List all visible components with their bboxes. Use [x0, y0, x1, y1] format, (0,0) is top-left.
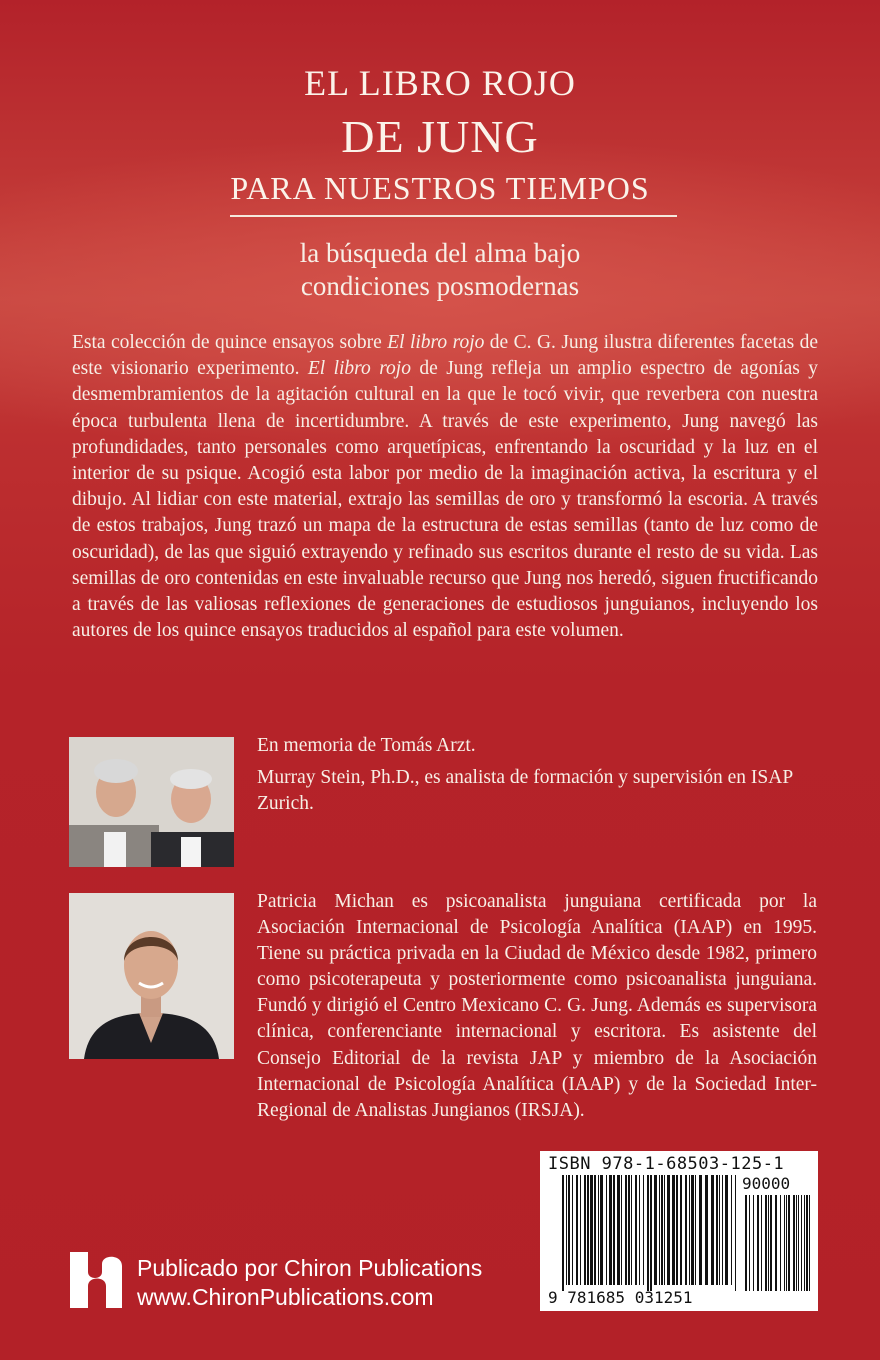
title-line-3: PARA NUESTROS TIEMPOS: [230, 170, 650, 206]
book-title-italic-2: El libro rojo: [307, 358, 411, 380]
description-text-3: de Jung refleja un amplio espectro de agonías y desmembramientos de la agitación cultural en la que le tocó vivir, que reverbera con nuestra época turbulenta llena de incertidumbre. A través de este experimento, Jung navegó las profundidades, tanto personales como arquetípicas, enfrentando la oscuridad y la luz en el interior de su psique. Acogió esta labor por medio de la imaginación activa, la escritura y el dibujo. Al lidiar con este material, extrajo las semillas de oro y transformó la escoria. A través de estos trabajos, Jung trazó un mapa de la estructura de estas semillas (tanto de luz como de oscuridad), de las que siguió extrayendo y refinado sus escritos durante el resto de su vida. Las semillas de oro contenidas en este invaluable recurso que Jung nos heredó, siguen fructificando a través de las valiosas reflexiones de generaciones de estudiosos junguianos, incluyendo los autores de los quince ensayos traducidos al español para este volumen.: [72, 358, 818, 642]
author-bio-michan: Patricia Michan es psicoanalista junguiana certificada por la Asociación Internacional de Psicología Analítica (IAAP) en 1995. Tiene su práctica privada en la Ciudad de México desde 1982, primero como psicoterapeuta y posteriormente como psicoanalista junguiana. Fundó y dirigió el Centro Mexicano C. G. Jung. Además es supervisora clínica, conferenciante internacional y escritora. Es asistente del Consejo Editorial de la revista JAP y miembro de la Asociación Internacional de Psicología Analítica (IAAP) y de la Sociedad Inter-Regional de Analistas Jungianos (IRSJA).: [257, 891, 817, 1121]
memorial-line: En memoria de Tomás Arzt.: [257, 735, 476, 756]
ean-digits: 9 781685 031251: [548, 1288, 693, 1307]
barcode-bars: [540, 1151, 818, 1311]
subtitle-line-1: la búsqueda del alma bajo: [299, 238, 581, 268]
author-photo-stein: [69, 737, 234, 867]
description-paragraph: [72, 330, 818, 644]
description-text-1: Esta colección de quince ensayos sobre: [72, 332, 388, 353]
publisher-info: [137, 1254, 482, 1312]
author-photo-michan: [69, 893, 234, 1059]
subtitle-line-2: condiciones posmodernas: [300, 271, 580, 301]
title-divider: [230, 215, 677, 217]
stein-bio: Murray Stein, Ph.D., es analista de formación y supervisión en ISAP Zurich.: [257, 767, 793, 814]
isbn-text: ISBN 978-1-68503-125-1: [548, 1154, 785, 1174]
barcode-addon-digits: 90000: [742, 1174, 791, 1193]
subtitle: [0, 237, 880, 303]
isbn-barcode: [540, 1151, 818, 1311]
title-line-2: DE JUNG: [341, 111, 539, 162]
chiron-logo-icon: [66, 1246, 126, 1312]
description-text-2: de C. G. Jung ilustra diferentes facetas de este visionario experimento.: [72, 332, 819, 380]
publisher-website: www.ChironPublications.com: [137, 1284, 434, 1310]
title-line-1: EL LIBRO ROJO: [304, 63, 576, 103]
book-title-italic-1: El libro rojo: [387, 332, 485, 353]
publisher-line: Publicado por Chiron Publications: [137, 1255, 483, 1281]
author-bio-stein: [257, 733, 817, 823]
